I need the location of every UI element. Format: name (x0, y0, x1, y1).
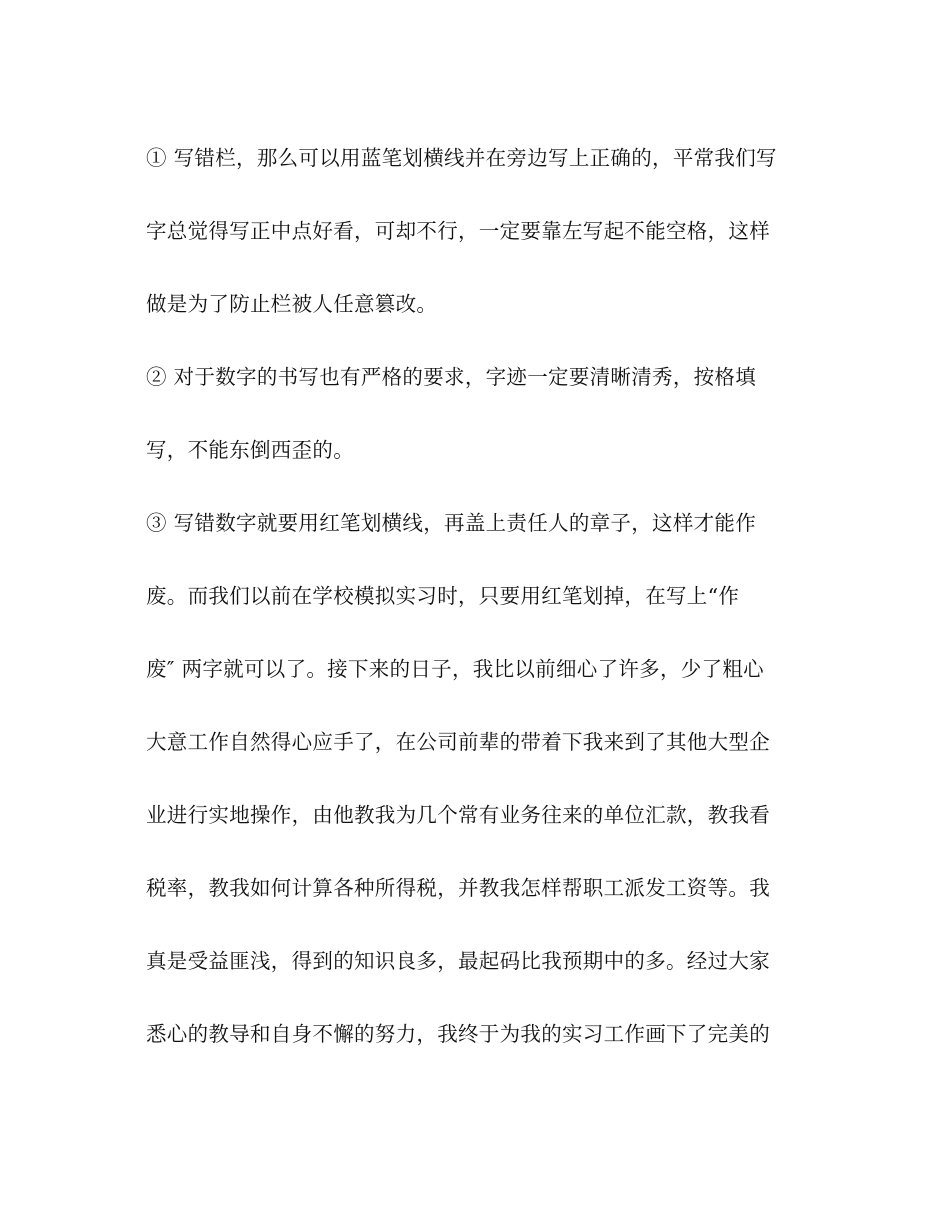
text-line-2: 字总觉得写正中点好看，可却不行，一定要靠左写起不能空格，这样 (146, 219, 770, 243)
text-line-13: 悉心的教导和自身不懈的努力，我终于为我的实习工作画下了完美的 (146, 1022, 770, 1046)
text-line-3: 做是为了防止栏被人任意篡改。 (146, 292, 438, 316)
text-line-12: 真是受益匪浅，得到的知识良多，最起码比我预期中的多。经过大家 (146, 949, 770, 973)
text-line-1: ① 写错栏，那么可以用蓝笔划横线并在旁边写上正确的，平常我们写 (146, 146, 777, 170)
text-line-11: 税率，教我如何计算各种所得税，并教我怎样帮职工派发工资等。我 (146, 876, 770, 900)
text-line-10: 业进行实地操作，由他教我为几个常有业务往来的单位汇款，教我看 (146, 803, 770, 827)
text-line-8: 废″ 两字就可以了。接下来的日子，我比以前细心了许多，少了粗心 (146, 657, 764, 681)
text-line-9: 大意工作自然得心应手了，在公司前辈的带着下我来到了其他大型企 (146, 730, 770, 754)
text-line-4: ② 对于数字的书写也有严格的要求，字迹一定要清晰清秀，按格填 (146, 365, 757, 389)
text-line-5: 写，不能东倒西歪的。 (146, 438, 354, 462)
body-text (146, 134, 806, 1083)
text-line-7: 废。而我们以前在学校模拟实习时，只要用红笔划掉，在写上“作 (146, 584, 740, 608)
text-line-6: ③ 写错数字就要用红笔划横线，再盖上责任人的章子，这样才能作 (146, 511, 757, 535)
